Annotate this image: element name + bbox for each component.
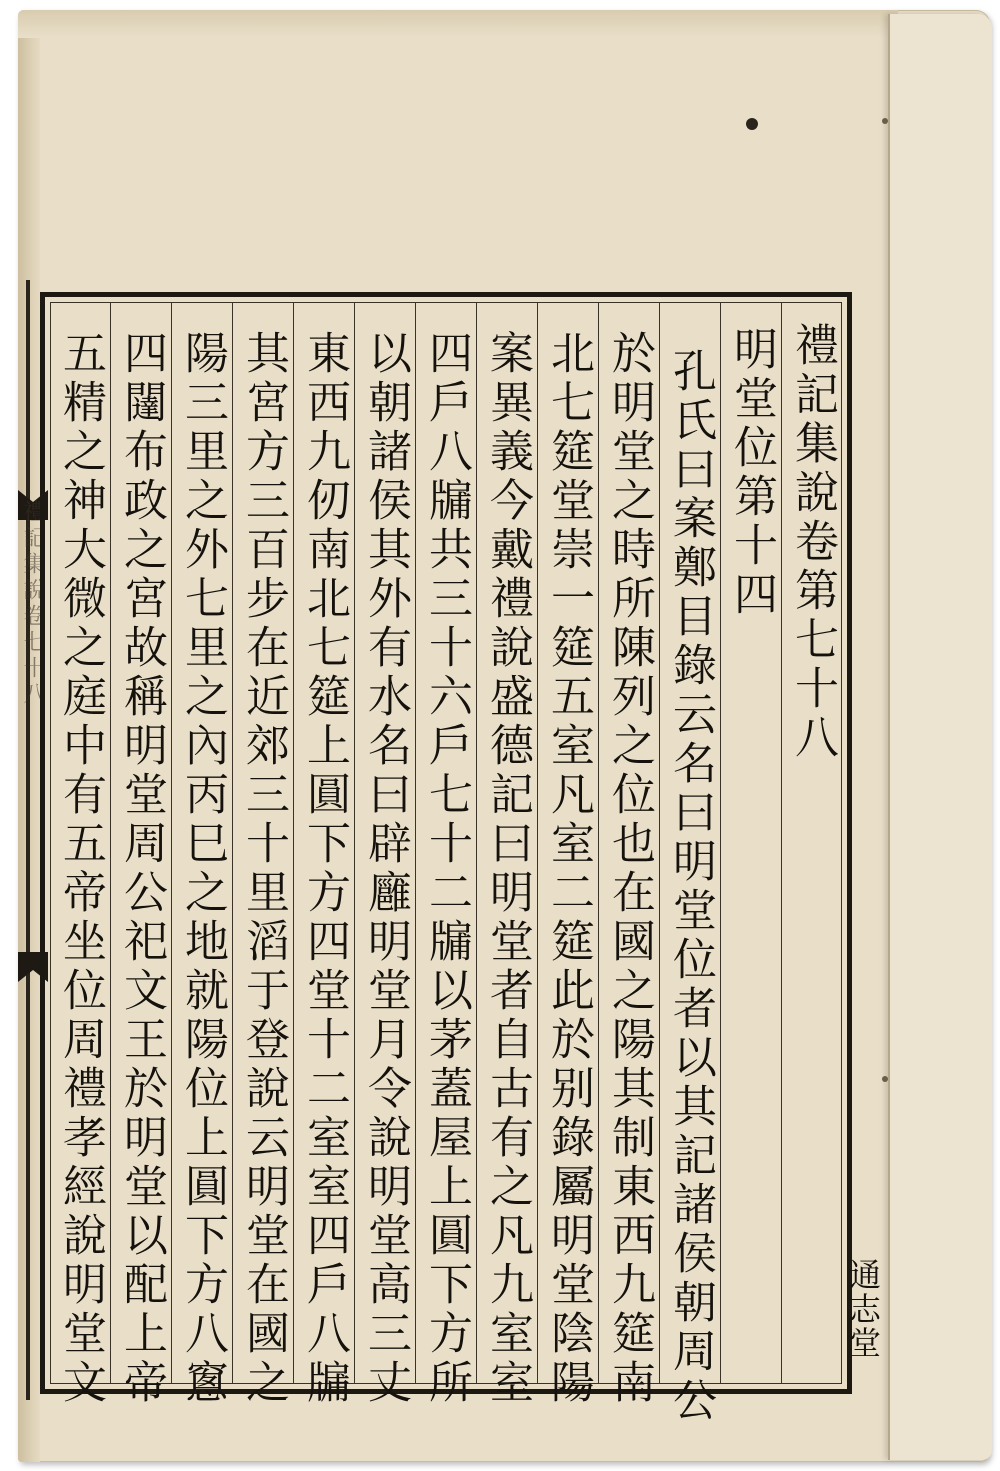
text-line: 四戶八牖共三十六戶七十二牖以茅蓋屋上圓下方所 bbox=[421, 330, 472, 1408]
text-column bbox=[232, 302, 293, 1408]
text-line: 以朝諸侯其外有水名曰辟廱明堂月令說明堂高三丈 bbox=[360, 330, 411, 1408]
text-column bbox=[598, 302, 659, 1408]
text-column bbox=[415, 302, 476, 1408]
publisher-column bbox=[838, 1160, 888, 1380]
chapter-title: 明堂位第十四 bbox=[726, 326, 777, 620]
ink-dot bbox=[746, 118, 758, 130]
text-line: 其宮方三百步在近郊三十里滔于登說云明堂在國之 bbox=[238, 330, 289, 1408]
text-line: 北七筵堂崇一筵五室凡室二筵此於别錄屬明堂陰陽 bbox=[543, 330, 594, 1408]
text-column bbox=[354, 302, 415, 1408]
text-line: 案異義今戴禮說盛德記曰明堂者自古有之凡九室室 bbox=[482, 330, 533, 1408]
text-column bbox=[476, 302, 537, 1408]
binding-hole bbox=[882, 1076, 888, 1082]
fold-center-text: 禮記集說卷七十八 bbox=[20, 500, 45, 708]
text-column bbox=[659, 302, 720, 1426]
text-line: 東西九仞南北七筵上圓下方四堂十二室室四戶八牖 bbox=[299, 330, 350, 1408]
text-columns bbox=[50, 302, 842, 1426]
publisher-name: 通志堂 bbox=[844, 1258, 882, 1360]
column-title bbox=[781, 302, 842, 1384]
text-column bbox=[537, 302, 598, 1408]
text-line: 孔氏曰案鄭目錄云名曰明堂位者以其記諸侯朝周公 bbox=[665, 348, 716, 1426]
text-column bbox=[293, 302, 354, 1408]
text-column bbox=[50, 302, 110, 1408]
binding-hole bbox=[882, 118, 888, 124]
page-top-shadow bbox=[18, 10, 898, 38]
text-column bbox=[110, 302, 171, 1408]
text-column bbox=[171, 302, 232, 1408]
show-through-text bbox=[900, 520, 980, 1260]
text-line: 陽三里之外七里之內丙巳之地就陽位上圓下方八窻 bbox=[177, 330, 228, 1408]
text-line: 四闥布政之宮故稱明堂周公祀文王於明堂以配上帝 bbox=[116, 330, 167, 1408]
column-chapter bbox=[720, 302, 781, 1384]
text-line: 五精之神大微之庭中有五帝坐位周禮孝經說明堂文 bbox=[55, 330, 106, 1408]
book-title: 禮記集說卷第七十八 bbox=[787, 322, 838, 763]
text-line: 於明堂之時所陳列之位也在國之陽其制東西九筵南 bbox=[604, 330, 655, 1408]
